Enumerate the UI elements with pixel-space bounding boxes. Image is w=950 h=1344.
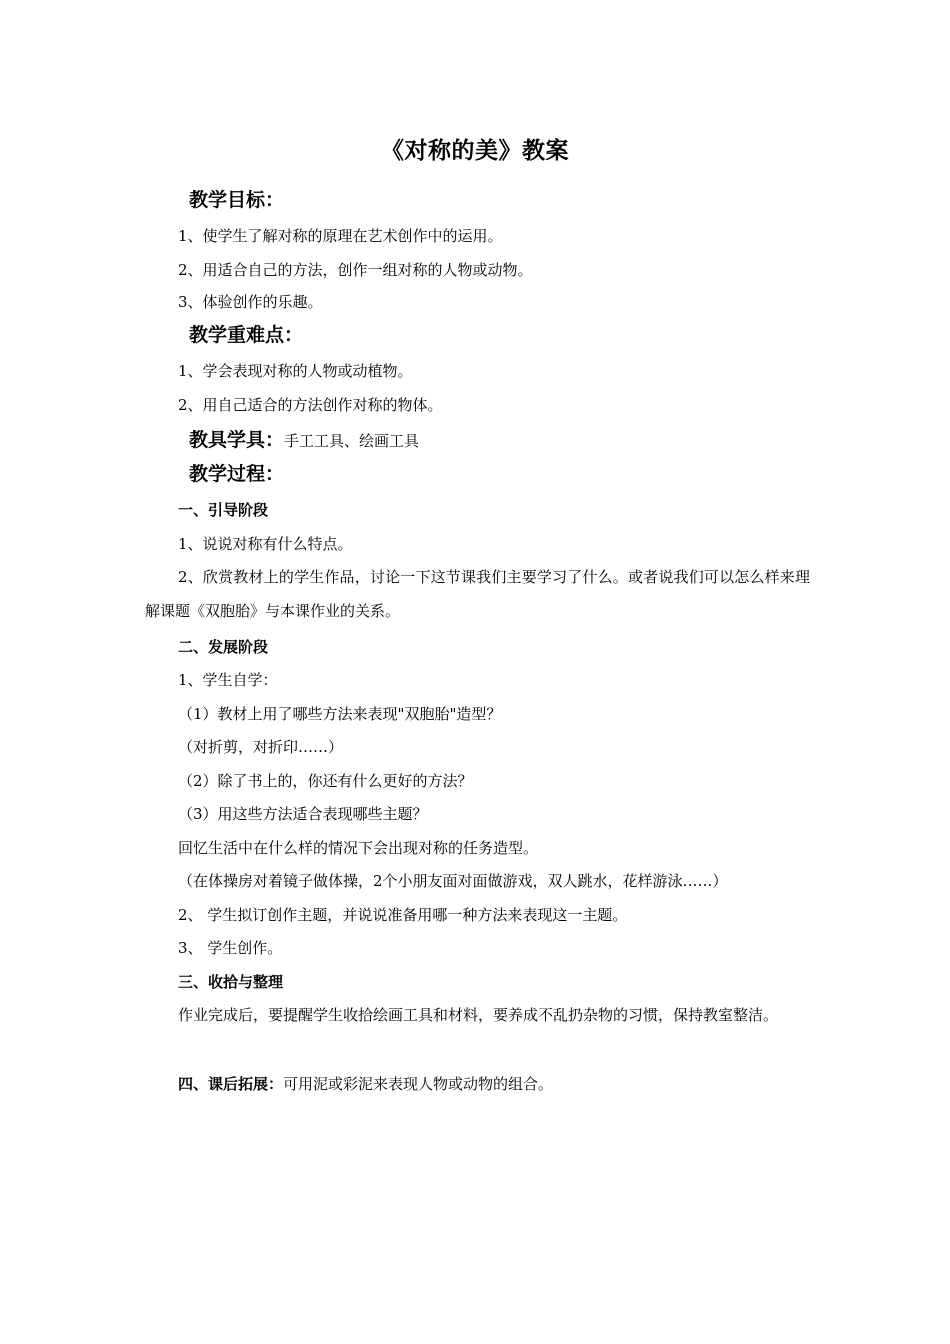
tools-row: [189, 428, 419, 453]
stage2-item-2: 2、 学生拟订创作主题，并说说准备用哪一种方法来表现这一主题。: [178, 906, 628, 924]
stage2-question-1: （1）教材上用了哪些方法来表现"双胞胎"造型？: [178, 705, 502, 723]
stage2-recall: 回忆生活中在什么样的情况下会出现对称的任务造型。: [178, 839, 539, 857]
stage2-question-2: （2）除了书上的，你还有什么更好的方法？: [178, 772, 473, 790]
stage2-item-3: 3、 学生创作。: [178, 939, 283, 957]
stage2-item-1: 1、学生自学：: [178, 671, 278, 689]
stage1-item-1: 1、说说对称有什么特点。: [178, 535, 353, 553]
key-point-item-2: 2、用自己适合的方法创作对称的物体。: [178, 396, 443, 414]
stage2-question-3: （3）用这些方法适合表现哪些主题？: [178, 805, 428, 823]
tools-text: 手工工具、绘画工具: [284, 432, 420, 450]
stage4-text: 可用泥或彩泥来表现人物或动物的组合。: [283, 1075, 554, 1093]
key-points-heading: 教学重难点：: [189, 324, 304, 346]
stage3-heading: 三、收拾与整理: [178, 973, 284, 991]
key-point-item-1: 1、学会表现对称的人物或动植物。: [178, 362, 413, 380]
stage3-text: 作业完成后，要提醒学生收拾绘画工具和材料，要养成不乱扔杂物的习惯，保持教室整洁。: [178, 1006, 779, 1024]
stage2-heading: 二、发展阶段: [178, 638, 269, 656]
tools-heading: 教具学具：: [189, 429, 285, 451]
objective-item-3: 3、体验创作的乐趣。: [178, 293, 323, 311]
document-title: 《对称的美》教案: [381, 138, 569, 164]
stage4-row: [178, 1074, 553, 1094]
objective-item-1: 1、使学生了解对称的原理在艺术创作中的运用。: [178, 227, 503, 245]
stage1-item-2: 2、欣赏教材上的学生作品，讨论一下这节课我们主要学习了什么。或者说我们可以怎么样来理解课题《双胞胎》与本课作业的关系。: [145, 568, 810, 620]
stage4-heading: 四、课后拓展：: [178, 1075, 284, 1093]
objectives-heading: 教学目标：: [189, 189, 285, 211]
stage2-recall-examples: （在体操房对着镜子做体操，2个小朋友面对面做游戏，双人跳水，花样游泳……）: [178, 872, 728, 890]
objective-item-2: 2、用适合自己的方法，创作一组对称的人物或动物。: [178, 261, 533, 279]
stage1-heading: 一、引导阶段: [178, 501, 269, 519]
stage2-question-1-answer: （对折剪，对折印……）: [178, 738, 344, 756]
process-heading: 教学过程：: [189, 463, 285, 485]
